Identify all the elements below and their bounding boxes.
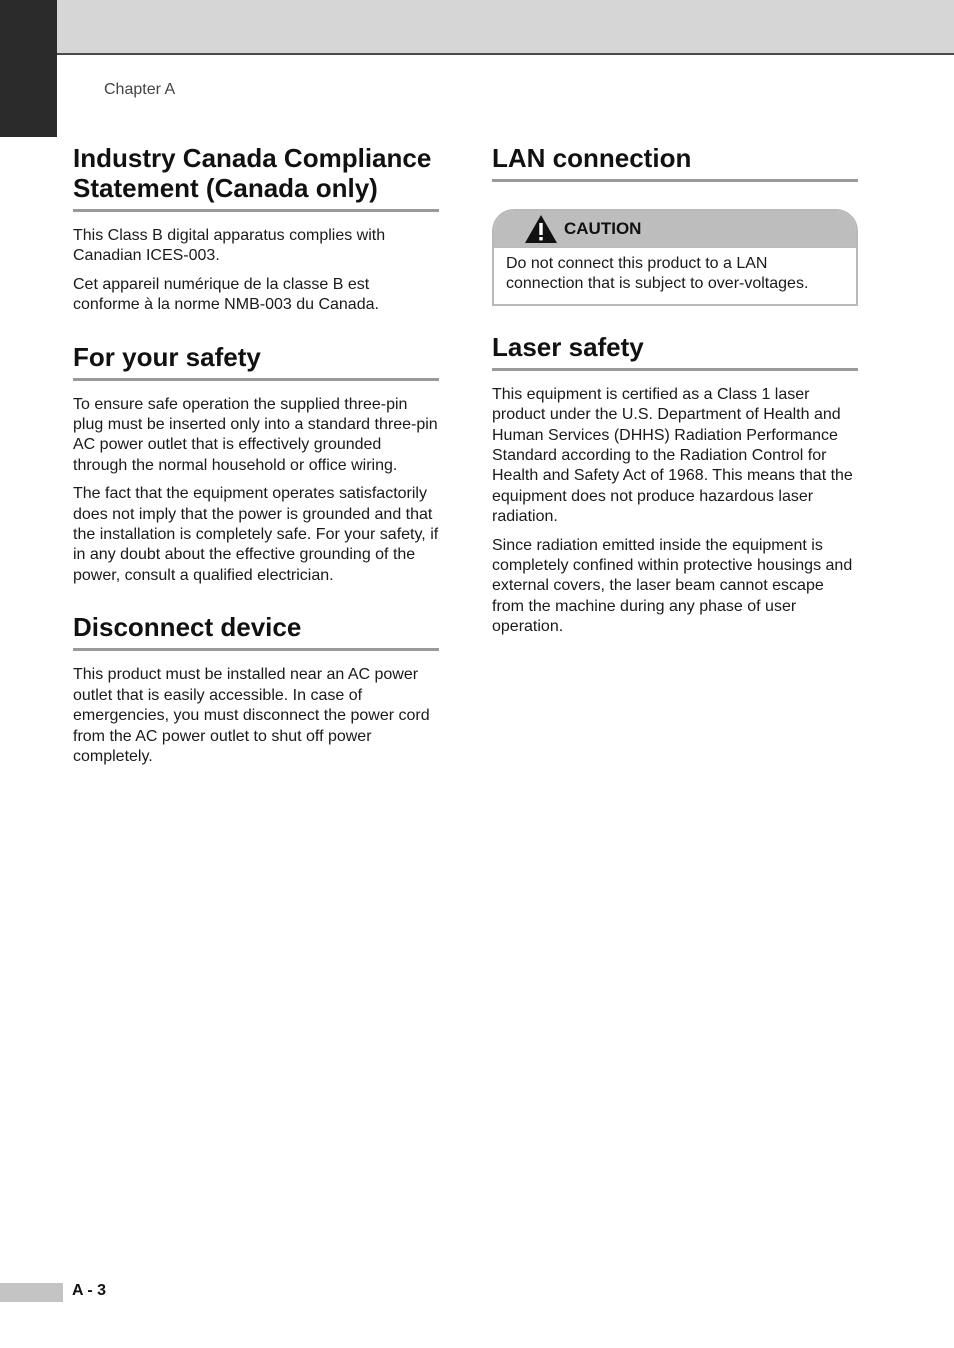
- safety-section: [73, 342, 439, 587]
- paragraph: Cet appareil numérique de la classe B est conforme à la norme NMB-003 du Canada.: [73, 275, 379, 314]
- warning-triangle-icon: [524, 214, 558, 244]
- paragraph: This product must be installed near an AC power outlet that is easily accessible. In case of emergencies, you must disconnect the power cord from the AC power outlet to shut off power completely.: [73, 666, 430, 765]
- paragraph: Since radiation emitted inside the equipment is completely confined within protective housings and external covers, the laser beam cannot escape from the machine during any phase of user operation.: [492, 536, 853, 636]
- lan-section: [492, 143, 858, 306]
- section-title: Disconnect device: [73, 612, 439, 651]
- paragraph: This equipment is certified as a Class 1 laser product under the U.S. Department of Health and Human Services (DHHS) Radiation Performance Standard according to the Radiation Control for Health and Safety Act of 1968. This means that the equipment does not produce hazardous laser radiation.: [492, 385, 853, 526]
- header-band: [0, 0, 954, 55]
- paragraph: The fact that the equipment operates satisfactorily does not imply that the power is grounded and that the installation is completely safe. For your safety, if in any doubt about the effective grounding of the power, consult a qualified electrician.: [73, 485, 439, 584]
- right-column: [492, 143, 858, 664]
- section-title: Industry Canada Compliance Statement (Canada only): [73, 143, 439, 212]
- footer-bar: [0, 1283, 63, 1302]
- disconnect-section: [73, 612, 439, 767]
- caution-label: CAUTION: [564, 219, 642, 238]
- chapter-label: Chapter A: [104, 81, 176, 98]
- section-title: For your safety: [73, 342, 439, 381]
- chapter-tab: [0, 0, 57, 137]
- page-number: A - 3: [72, 1282, 107, 1299]
- laser-section: [492, 332, 858, 638]
- paragraph: To ensure safe operation the supplied three-pin plug must be inserted only into a standard three-pin AC power outlet that is effectively grounded through the normal household or office wiring.: [73, 395, 438, 474]
- caution-box: [492, 209, 858, 306]
- canada-compliance-section: [73, 143, 439, 316]
- left-column: [73, 143, 439, 793]
- caution-header: [494, 211, 856, 247]
- section-title: LAN connection: [492, 143, 858, 182]
- section-title: Laser safety: [492, 332, 858, 371]
- caution-text: Do not connect this product to a LAN connection that is subject to over-voltages.: [494, 247, 856, 304]
- paragraph: This Class B digital apparatus complies with Canadian ICES-003.: [73, 227, 386, 265]
